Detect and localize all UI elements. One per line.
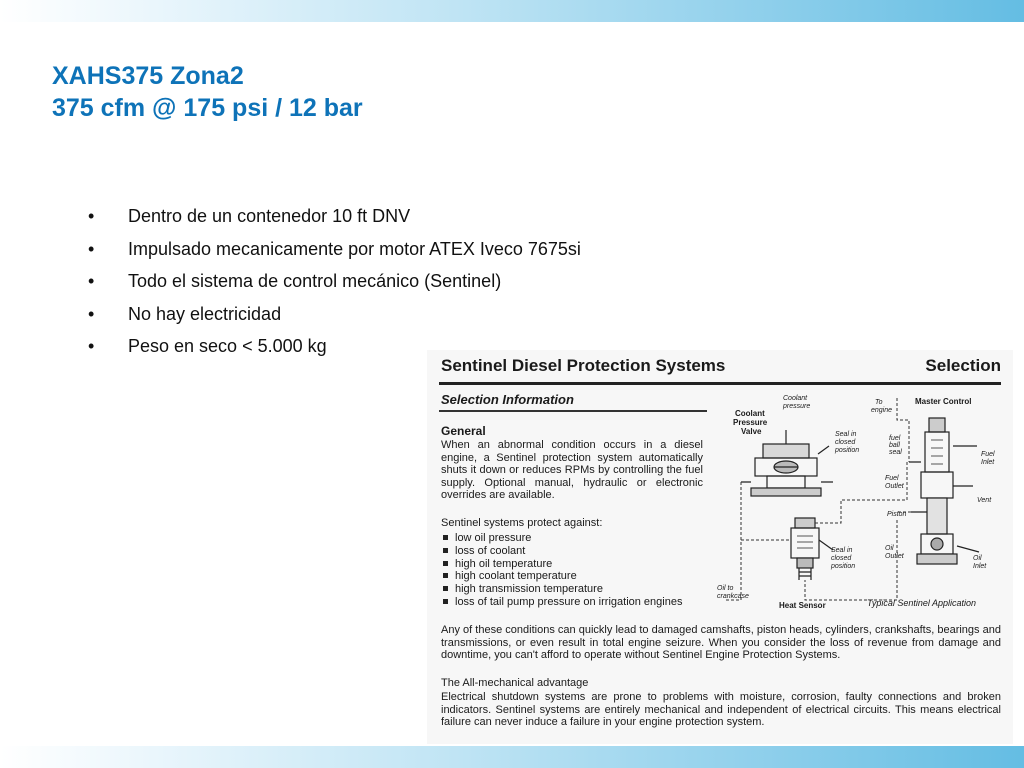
label-coolant-pressure-line-1: Coolant (783, 395, 808, 402)
label-seal-closed-2-line-2: closed (831, 555, 852, 562)
bullet-text: Dentro de un contenedor 10 ft DNV (128, 206, 411, 226)
advantage-paragraph: Electrical shutdown systems are prone to problems with moisture, corrosion, faulty connections and broken indicators. Sentinel systems are entirely mechanical and independent of electrical circuits. This means electrical failure can never induce a failure in your engine protection system. (441, 691, 1001, 729)
consequences-paragraph: Any of these conditions can quickly lead to damaged camshafts, piston heads, cylinders, crankshafts, bearings and transmissions, or even result in total engine seizure. When you consider the loss of revenue from damage and downtime, you can't afford to operate without Sentinel Engine Protection Systems. (441, 624, 1001, 662)
bullet-dot-icon: • (88, 271, 95, 291)
label-coolant-valve-line-1: Coolant (735, 409, 765, 418)
label-oil-crankcase-line-2: crankcase (717, 593, 749, 600)
slide-title (52, 60, 363, 124)
top-decorative-band (0, 0, 1024, 22)
protect-item-text: loss of coolant (455, 544, 526, 557)
protect-item (441, 570, 682, 583)
label-fuel-ball-seal-line-2: ball (889, 442, 900, 449)
label-master-control: Master Control (915, 397, 972, 406)
protect-item (441, 532, 682, 545)
bullet-item (88, 233, 581, 266)
label-coolant-valve-line-3: Valve (741, 427, 762, 436)
document-header-section: Selection (925, 356, 1001, 375)
bottom-decorative-band (0, 746, 1024, 768)
label-fuel-outlet-line-2: Outlet (885, 483, 904, 490)
square-bullet-icon (443, 573, 448, 578)
bullet-text: Impulsado mecanicamente por motor ATEX Iveco 7675si (128, 238, 581, 259)
label-seal-closed-2-line-1: Seal in (831, 547, 853, 554)
label-fuel-ball-seal-line-1: fuel (889, 435, 901, 442)
label-seal-closed-2-line-3: position (831, 563, 856, 570)
bullet-dot-icon: • (88, 238, 95, 259)
advantage-heading: The All-mechanical advantage (441, 677, 589, 689)
label-to-engine-line-2: engine (871, 407, 893, 414)
bullet-item (88, 265, 581, 298)
label-fuel-outlet-line-1: Fuel (885, 475, 899, 482)
general-heading: General (441, 424, 486, 438)
diagram-caption: Typical Sentinel Application (867, 598, 977, 608)
label-fuel-inlet-line-1: Fuel (981, 451, 995, 458)
protect-item (441, 596, 682, 609)
bullet-text: Todo el sistema de control mecánico (Sentinel) (128, 271, 502, 291)
bullet-text: No hay electricidad (128, 303, 282, 324)
protect-item-text: high transmission temperature (455, 583, 603, 596)
header-rule (439, 382, 1001, 385)
document-subheader: Selection Information (441, 392, 574, 407)
square-bullet-icon (443, 535, 448, 540)
sentinel-document-image (427, 350, 1013, 744)
square-bullet-icon (443, 561, 448, 566)
diagram-labels (717, 395, 995, 610)
protect-heading: Sentinel systems protect against: (441, 517, 603, 529)
protect-item-text: loss of tail pump pressure on irrigation engines (455, 595, 683, 608)
bullet-dot-icon: • (88, 336, 95, 356)
square-bullet-icon (443, 586, 448, 591)
label-oil-inlet-line-2: Inlet (973, 563, 987, 570)
label-oil-inlet-line-1: Oil (973, 555, 982, 562)
slide-title-line-1: XAHS375 Zona2 (52, 62, 244, 90)
bullet-dot-icon: • (88, 206, 95, 226)
bullet-text: Peso en seco < 5.000 kg (128, 336, 327, 356)
protect-item (441, 583, 682, 596)
label-to-engine-line-1: To (875, 399, 883, 406)
master-control-drawing (909, 418, 979, 564)
protect-item-text: low oil pressure (455, 532, 532, 544)
label-seal-closed-1-line-1: Seal in (835, 431, 857, 438)
square-bullet-icon (443, 599, 448, 604)
label-seal-closed-1-line-2: closed (835, 439, 856, 446)
coolant-pressure-valve-drawing (741, 430, 833, 496)
label-coolant-pressure-line-2: pressure (783, 403, 811, 410)
label-coolant-valve-line-2: Pressure (733, 418, 768, 427)
sentinel-schematic-diagram (711, 390, 1011, 622)
bullet-dot-icon: • (88, 303, 95, 324)
label-vent: Vent (977, 497, 992, 504)
label-oil-outlet-line-2: Outlet (885, 553, 904, 560)
label-piston: Piston (887, 511, 907, 518)
subheader-rule (439, 410, 707, 412)
square-bullet-icon (443, 548, 448, 553)
protect-item-text: high coolant temperature (455, 570, 577, 583)
label-heat-sensor: Heat Sensor (779, 601, 826, 610)
protect-item (441, 545, 682, 558)
protect-item (441, 558, 682, 571)
document-header-title: Sentinel Diesel Protection Systems (441, 356, 726, 375)
protect-item-text: high oil temperature (455, 557, 553, 570)
bullet-item (88, 298, 581, 331)
label-fuel-inlet-line-2: Inlet (981, 459, 995, 466)
label-oil-crankcase-line-1: Oil to (717, 585, 734, 592)
heat-sensor-drawing (791, 518, 833, 580)
label-seal-closed-1-line-3: position (835, 447, 860, 454)
bullet-item (88, 200, 581, 233)
bullet-list (88, 200, 581, 363)
label-fuel-ball-seal-line-3: seal (889, 449, 902, 456)
protect-list (441, 532, 682, 609)
label-oil-outlet-line-1: Oil (885, 545, 894, 552)
general-paragraph: When an abnormal condition occurs in a diesel engine, a Sentinel protection system automatically shuts it down or reduces RPMs by controlling the fuel supply. Optional manual, hydraulic or electronic overrides are available. (441, 439, 703, 502)
slide-title-line-2: 375 cfm @ 175 psi / 12 bar (52, 94, 363, 122)
